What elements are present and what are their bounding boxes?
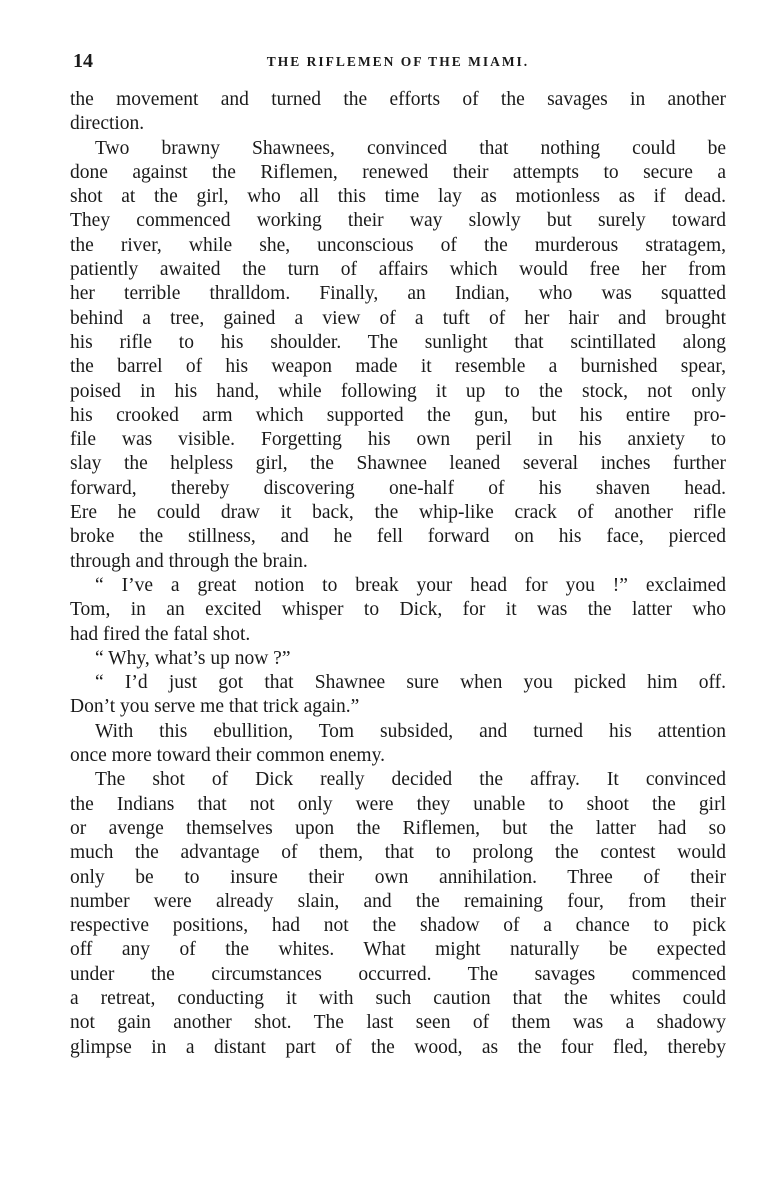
text-line: not gain another shot. The last seen of them was a shadowy — [70, 1012, 726, 1034]
text-line: his crooked arm which supported the gun, but his entire pro- — [70, 404, 726, 426]
page-number: 14 — [73, 50, 93, 72]
text-line: Ere he could draw it back, the whip-like crack of another rifle — [70, 502, 726, 524]
text-line: off any of the whites. What might naturally be expected — [70, 939, 726, 961]
running-head — [70, 48, 726, 74]
text-line: Tom, in an excited whisper to Dick, for it was the latter who — [70, 599, 726, 621]
text-line: file was visible. Forgetting his own peril in his anxiety to — [70, 429, 726, 451]
text-line: “ I’d just got that Shawnee sure when you picked him off. — [95, 672, 726, 694]
text-line: They commenced working their way slowly but surely toward — [70, 210, 726, 232]
text-line: the barrel of his weapon made it resemble a burnished spear, — [70, 356, 726, 378]
text-line: under the circumstances occurred. The savages commenced — [70, 963, 726, 985]
text-line: “ I’ve a great notion to break your head for you !” exclaimed — [95, 574, 726, 596]
text-line: broke the stillness, and he fell forward on his face, pierced — [70, 526, 726, 548]
text-line: slay the helpless girl, the Shawnee leaned several inches further — [70, 453, 726, 475]
text-line: forward, thereby discovering one-half of his shaven head. — [70, 477, 726, 499]
text-line: The shot of Dick really decided the affray. It convinced — [95, 769, 726, 791]
text-line: once more toward their common enemy. — [70, 745, 385, 767]
text-line: direction. — [70, 113, 145, 135]
text-line: her terrible thralldom. Finally, an Indian, who was squatted — [70, 283, 726, 305]
text-line: behind a tree, gained a view of a tuft of her hair and brought — [70, 307, 726, 329]
text-line: Don’t you serve me that trick again.” — [70, 696, 360, 718]
text-line: glimpse in a distant part of the wood, as the four fled, thereby — [70, 1036, 726, 1058]
text-line: the movement and turned the efforts of the savages in another — [70, 89, 726, 110]
text-line: Two brawny Shawnees, convinced that nothing could be — [95, 137, 726, 159]
text-line: much the advantage of them, that to prolong the contest would — [70, 842, 726, 864]
text-line: number were already slain, and the remaining four, from their — [70, 890, 726, 912]
text-line: the river, while she, unconscious of the murderous stratagem, — [70, 234, 726, 256]
text-line: through and through the brain. — [70, 550, 308, 572]
text-line: or avenge themselves upon the Riflemen, but the latter had so — [70, 817, 726, 839]
text-line: With this ebullition, Tom subsided, and turned his attention — [95, 720, 726, 742]
text-line: respective positions, had not the shadow of a chance to pick — [70, 915, 726, 937]
text-line: his rifle to his shoulder. The sunlight that scintillated along — [70, 331, 726, 353]
text-line: patiently awaited the turn of affairs which would free her from — [70, 259, 726, 281]
text-line: only be to insure their own annihilation. Three of their — [70, 866, 726, 888]
text-line: the Indians that not only were they unable to shoot the girl — [70, 793, 726, 815]
text-line: had fired the fatal shot. — [70, 623, 251, 645]
text-line: poised in his hand, while following it up to the stock, not only — [70, 380, 726, 402]
text-line: “ Why, what’s up now ?” — [95, 647, 291, 669]
text-line: shot at the girl, who all this time lay as motionless as if dead. — [70, 186, 726, 208]
book-page — [70, 48, 726, 1060]
text-line: a retreat, conducting it with such caution that the whites could — [70, 987, 726, 1009]
running-title: THE RIFLEMEN OF THE MIAMI. — [266, 54, 530, 69]
text-line: done against the Riflemen, renewed their attempts to secure a — [70, 161, 726, 183]
body-text — [70, 88, 726, 1060]
